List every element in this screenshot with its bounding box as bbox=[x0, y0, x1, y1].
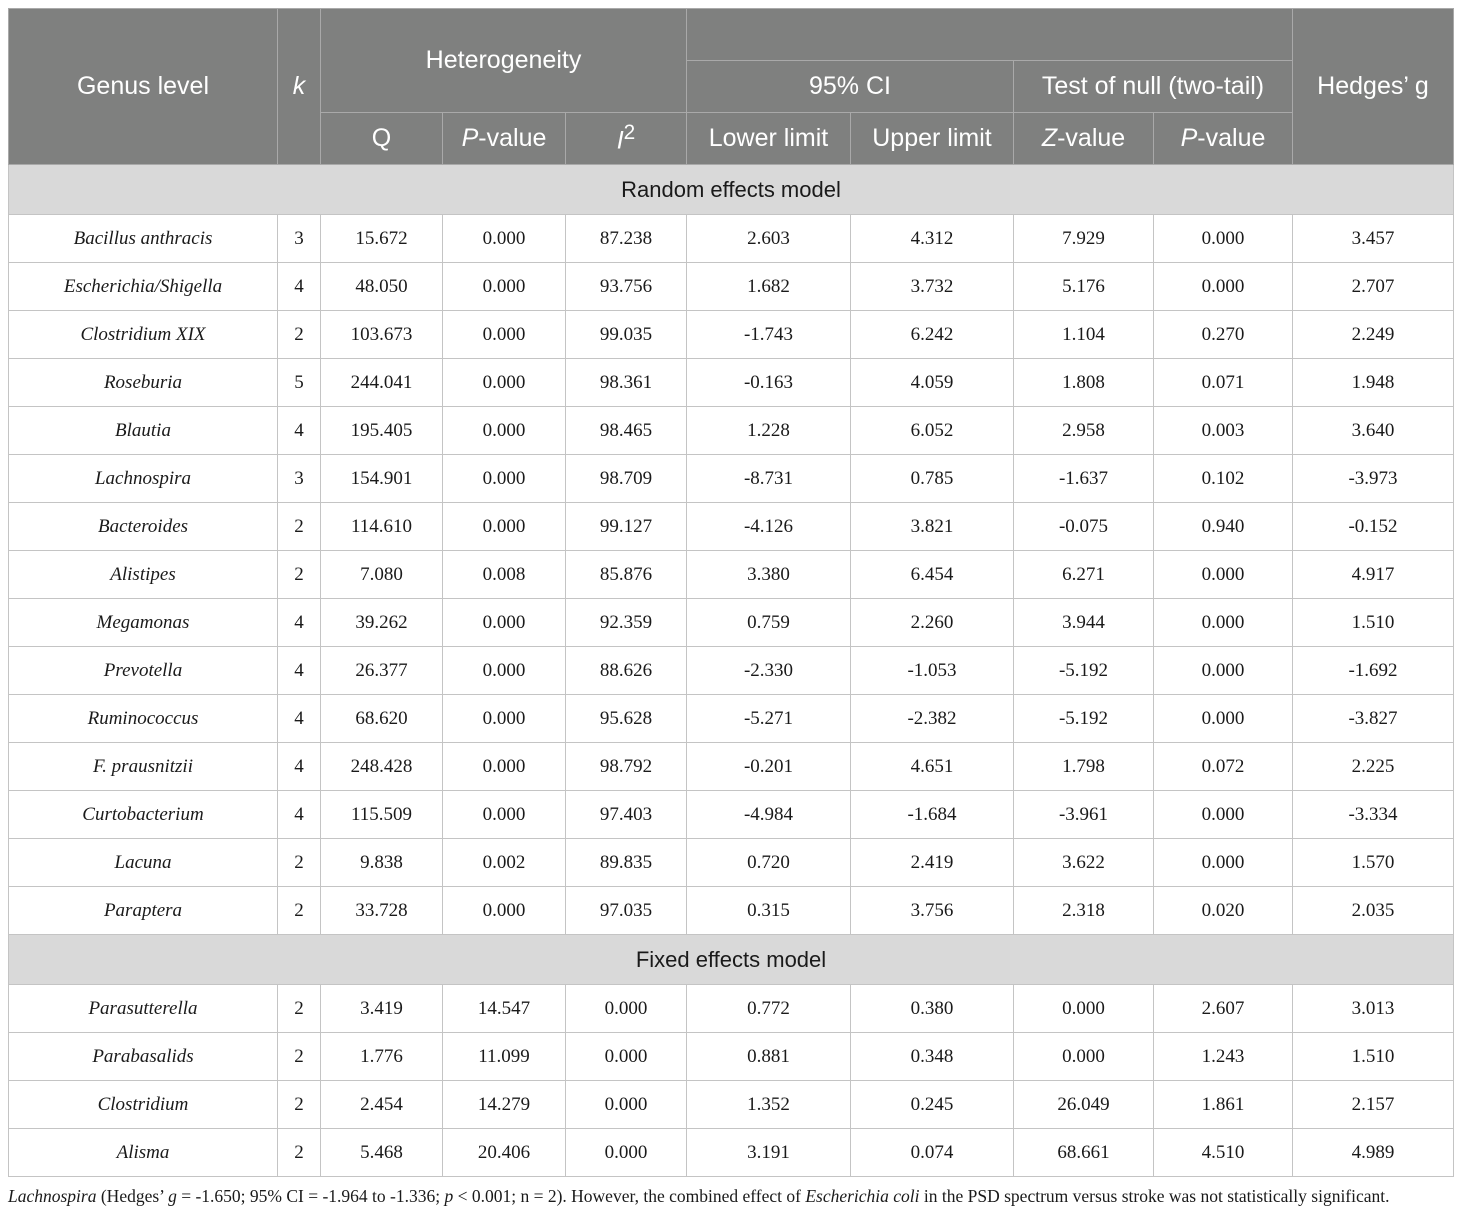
table-row bbox=[9, 647, 1454, 695]
upper-limit-cell: 6.052 bbox=[851, 407, 1014, 455]
genus-cell: Megamonas bbox=[9, 599, 278, 647]
upper-limit-cell: 2.260 bbox=[851, 599, 1014, 647]
i2-cell: 0.000 bbox=[566, 1129, 687, 1177]
z-value-cell: 1.808 bbox=[1014, 359, 1154, 407]
q-cell: 248.428 bbox=[321, 743, 443, 791]
hedges-g-cell: 3.640 bbox=[1293, 407, 1454, 455]
upper-limit-cell: 3.821 bbox=[851, 503, 1014, 551]
q-cell: 154.901 bbox=[321, 455, 443, 503]
hedges-g-cell: 2.035 bbox=[1293, 887, 1454, 935]
null-p-value-cell: 0.000 bbox=[1154, 215, 1293, 263]
lower-limit-cell: -1.743 bbox=[687, 311, 851, 359]
genus-cell: Clostridium XIX bbox=[9, 311, 278, 359]
hedges-g-cell: -0.152 bbox=[1293, 503, 1454, 551]
upper-limit-cell: 3.732 bbox=[851, 263, 1014, 311]
fixed-effects-section-row bbox=[9, 935, 1454, 985]
p-value-cell: 0.000 bbox=[443, 503, 566, 551]
table-row bbox=[9, 839, 1454, 887]
lower-limit-cell: 0.720 bbox=[687, 839, 851, 887]
table-footnote bbox=[8, 1186, 1453, 1207]
z-value-cell: 2.318 bbox=[1014, 887, 1154, 935]
null-p-value-cell: 0.072 bbox=[1154, 743, 1293, 791]
genus-cell: Parasutterella bbox=[9, 985, 278, 1033]
k-cell: 4 bbox=[278, 407, 321, 455]
upper-limit-cell: 4.312 bbox=[851, 215, 1014, 263]
upper-limit-cell: 0.785 bbox=[851, 455, 1014, 503]
footnote-text-3: < 0.001; n = 2). However, the combined effect of bbox=[453, 1186, 806, 1206]
k-cell: 2 bbox=[278, 1033, 321, 1081]
k-cell: 3 bbox=[278, 215, 321, 263]
i2-cell: 0.000 bbox=[566, 985, 687, 1033]
header-i2-letter: I bbox=[616, 126, 624, 155]
lower-limit-cell: 1.352 bbox=[687, 1081, 851, 1129]
k-cell: 2 bbox=[278, 551, 321, 599]
hedges-g-cell: 2.225 bbox=[1293, 743, 1454, 791]
lower-limit-cell: 0.772 bbox=[687, 985, 851, 1033]
table-row bbox=[9, 407, 1454, 455]
genus-cell: Roseburia bbox=[9, 359, 278, 407]
genus-cell: Lacuna bbox=[9, 839, 278, 887]
q-cell: 33.728 bbox=[321, 887, 443, 935]
q-cell: 244.041 bbox=[321, 359, 443, 407]
z-value-cell: 3.622 bbox=[1014, 839, 1154, 887]
z-value-cell: 7.929 bbox=[1014, 215, 1154, 263]
p-value-cell: 20.406 bbox=[443, 1129, 566, 1177]
p-value-cell: 0.000 bbox=[443, 743, 566, 791]
z-value-cell: 68.661 bbox=[1014, 1129, 1154, 1177]
k-cell: 2 bbox=[278, 839, 321, 887]
table-row bbox=[9, 887, 1454, 935]
p-value-cell: 0.008 bbox=[443, 551, 566, 599]
q-cell: 68.620 bbox=[321, 695, 443, 743]
null-p-value-cell: 0.000 bbox=[1154, 839, 1293, 887]
genus-cell: Paraptera bbox=[9, 887, 278, 935]
upper-limit-cell: 4.651 bbox=[851, 743, 1014, 791]
z-value-cell: 1.104 bbox=[1014, 311, 1154, 359]
footnote-lachnospira: Lachnospira bbox=[8, 1186, 97, 1206]
lower-limit-cell: 3.191 bbox=[687, 1129, 851, 1177]
z-value-cell: -1.637 bbox=[1014, 455, 1154, 503]
hedges-g-cell: 4.989 bbox=[1293, 1129, 1454, 1177]
header-p-value bbox=[443, 113, 566, 165]
genus-cell: Lachnospira bbox=[9, 455, 278, 503]
z-value-cell: 0.000 bbox=[1014, 1033, 1154, 1081]
table-row bbox=[9, 263, 1454, 311]
i2-cell: 0.000 bbox=[566, 1081, 687, 1129]
genus-cell: Bacillus anthracis bbox=[9, 215, 278, 263]
i2-cell: 99.127 bbox=[566, 503, 687, 551]
footnote-g: g bbox=[168, 1186, 177, 1206]
q-cell: 1.776 bbox=[321, 1033, 443, 1081]
upper-limit-cell: 6.242 bbox=[851, 311, 1014, 359]
k-cell: 2 bbox=[278, 1081, 321, 1129]
p-value-cell: 0.000 bbox=[443, 455, 566, 503]
z-value-cell: 6.271 bbox=[1014, 551, 1154, 599]
lower-limit-cell: -2.330 bbox=[687, 647, 851, 695]
header-z-value bbox=[1014, 113, 1154, 165]
upper-limit-cell: 6.454 bbox=[851, 551, 1014, 599]
results-table-container bbox=[8, 8, 1453, 1177]
table-row bbox=[9, 599, 1454, 647]
genus-cell: Escherichia/Shigella bbox=[9, 263, 278, 311]
p-value-cell: 0.000 bbox=[443, 407, 566, 455]
z-value-cell: 2.958 bbox=[1014, 407, 1154, 455]
k-cell: 2 bbox=[278, 1129, 321, 1177]
lower-limit-cell: 1.228 bbox=[687, 407, 851, 455]
i2-cell: 87.238 bbox=[566, 215, 687, 263]
table-row bbox=[9, 1081, 1454, 1129]
genus-cell: F. prausnitzii bbox=[9, 743, 278, 791]
null-p-value-cell: 0.000 bbox=[1154, 695, 1293, 743]
p-value-cell: 14.547 bbox=[443, 985, 566, 1033]
lower-limit-cell: -4.126 bbox=[687, 503, 851, 551]
genus-cell: Bacteroides bbox=[9, 503, 278, 551]
genus-cell: Curtobacterium bbox=[9, 791, 278, 839]
genus-cell: Alistipes bbox=[9, 551, 278, 599]
z-value-cell: -5.192 bbox=[1014, 647, 1154, 695]
header-heterogeneity: Heterogeneity bbox=[321, 9, 687, 113]
header-hedges-g: Hedges’ g bbox=[1293, 9, 1454, 165]
upper-limit-cell: 2.419 bbox=[851, 839, 1014, 887]
q-cell: 3.419 bbox=[321, 985, 443, 1033]
p-value-cell: 0.000 bbox=[443, 359, 566, 407]
k-cell: 4 bbox=[278, 791, 321, 839]
null-p-value-cell: 4.510 bbox=[1154, 1129, 1293, 1177]
table-row bbox=[9, 215, 1454, 263]
q-cell: 26.377 bbox=[321, 647, 443, 695]
z-value-cell: 5.176 bbox=[1014, 263, 1154, 311]
null-p-value-cell: 0.000 bbox=[1154, 599, 1293, 647]
lower-limit-cell: 3.380 bbox=[687, 551, 851, 599]
header-p2-suffix: -value bbox=[1197, 124, 1266, 152]
p-value-cell: 0.000 bbox=[443, 263, 566, 311]
header-p-suffix: -value bbox=[478, 124, 547, 152]
i2-cell: 98.465 bbox=[566, 407, 687, 455]
table-row bbox=[9, 791, 1454, 839]
table-row bbox=[9, 985, 1454, 1033]
table-row bbox=[9, 311, 1454, 359]
fixed-effects-label: Fixed effects model bbox=[9, 935, 1454, 985]
table-row bbox=[9, 695, 1454, 743]
hedges-g-cell: 4.917 bbox=[1293, 551, 1454, 599]
hedges-g-cell: 2.249 bbox=[1293, 311, 1454, 359]
upper-limit-cell: -1.053 bbox=[851, 647, 1014, 695]
header-i2 bbox=[566, 113, 687, 165]
p-value-cell: 14.279 bbox=[443, 1081, 566, 1129]
k-cell: 4 bbox=[278, 263, 321, 311]
hedges-g-cell: 3.457 bbox=[1293, 215, 1454, 263]
i2-cell: 99.035 bbox=[566, 311, 687, 359]
i2-cell: 93.756 bbox=[566, 263, 687, 311]
header-z-suffix: -value bbox=[1057, 124, 1126, 152]
genus-cell: Alisma bbox=[9, 1129, 278, 1177]
null-p-value-cell: 0.020 bbox=[1154, 887, 1293, 935]
q-cell: 115.509 bbox=[321, 791, 443, 839]
table-row bbox=[9, 503, 1454, 551]
lower-limit-cell: -8.731 bbox=[687, 455, 851, 503]
table-header bbox=[9, 9, 1454, 165]
null-p-value-cell: 0.071 bbox=[1154, 359, 1293, 407]
hedges-g-cell: 1.570 bbox=[1293, 839, 1454, 887]
header-upper-limit: Upper limit bbox=[851, 113, 1014, 165]
p-value-cell: 0.000 bbox=[443, 887, 566, 935]
table-row bbox=[9, 1033, 1454, 1081]
hedges-g-cell: -3.334 bbox=[1293, 791, 1454, 839]
p-value-cell: 0.000 bbox=[443, 311, 566, 359]
header-test-of-null: Test of null (two-tail) bbox=[1014, 61, 1293, 113]
z-value-cell: 3.944 bbox=[1014, 599, 1154, 647]
k-cell: 2 bbox=[278, 311, 321, 359]
random-effects-label: Random effects model bbox=[9, 165, 1454, 215]
p-value-cell: 0.000 bbox=[443, 215, 566, 263]
null-p-value-cell: 0.000 bbox=[1154, 647, 1293, 695]
hedges-g-cell: 1.510 bbox=[1293, 1033, 1454, 1081]
hedges-g-cell: -3.973 bbox=[1293, 455, 1454, 503]
hedges-g-cell: -1.692 bbox=[1293, 647, 1454, 695]
upper-limit-cell: -1.684 bbox=[851, 791, 1014, 839]
upper-limit-cell: 0.380 bbox=[851, 985, 1014, 1033]
q-cell: 2.454 bbox=[321, 1081, 443, 1129]
z-value-cell: 26.049 bbox=[1014, 1081, 1154, 1129]
z-value-cell: -3.961 bbox=[1014, 791, 1154, 839]
p-value-cell: 0.000 bbox=[443, 695, 566, 743]
header-z-italic: Z bbox=[1041, 124, 1058, 152]
k-cell: 3 bbox=[278, 455, 321, 503]
upper-limit-cell: 3.756 bbox=[851, 887, 1014, 935]
q-cell: 15.672 bbox=[321, 215, 443, 263]
table-row bbox=[9, 455, 1454, 503]
q-cell: 103.673 bbox=[321, 311, 443, 359]
p-value-cell: 0.000 bbox=[443, 791, 566, 839]
z-value-cell: 1.798 bbox=[1014, 743, 1154, 791]
z-value-cell: -5.192 bbox=[1014, 695, 1154, 743]
i2-cell: 95.628 bbox=[566, 695, 687, 743]
lower-limit-cell: -0.201 bbox=[687, 743, 851, 791]
table-body bbox=[9, 165, 1454, 1177]
genus-cell: Prevotella bbox=[9, 647, 278, 695]
null-p-value-cell: 0.000 bbox=[1154, 791, 1293, 839]
k-cell: 4 bbox=[278, 695, 321, 743]
k-cell: 2 bbox=[278, 503, 321, 551]
i2-cell: 98.709 bbox=[566, 455, 687, 503]
hedges-g-cell: 2.157 bbox=[1293, 1081, 1454, 1129]
i2-cell: 88.626 bbox=[566, 647, 687, 695]
header-q: Q bbox=[321, 113, 443, 165]
k-cell: 2 bbox=[278, 887, 321, 935]
z-value-cell: 0.000 bbox=[1014, 985, 1154, 1033]
null-p-value-cell: 1.243 bbox=[1154, 1033, 1293, 1081]
upper-limit-cell: 4.059 bbox=[851, 359, 1014, 407]
k-cell: 4 bbox=[278, 599, 321, 647]
i2-cell: 97.403 bbox=[566, 791, 687, 839]
k-cell: 5 bbox=[278, 359, 321, 407]
lower-limit-cell: 1.682 bbox=[687, 263, 851, 311]
i2-cell: 98.361 bbox=[566, 359, 687, 407]
i2-cell: 98.792 bbox=[566, 743, 687, 791]
q-cell: 39.262 bbox=[321, 599, 443, 647]
q-cell: 195.405 bbox=[321, 407, 443, 455]
hedges-g-cell: 1.510 bbox=[1293, 599, 1454, 647]
lower-limit-cell: 0.759 bbox=[687, 599, 851, 647]
footnote-text-4: in the PSD spectrum versus stroke was not statistically significant. bbox=[919, 1186, 1390, 1206]
header-blank-group bbox=[687, 9, 1293, 61]
p-value-cell: 0.000 bbox=[443, 647, 566, 695]
z-value-cell: -0.075 bbox=[1014, 503, 1154, 551]
header-lower-limit: Lower limit bbox=[687, 113, 851, 165]
header-p-italic: P bbox=[461, 124, 479, 152]
null-p-value-cell: 0.102 bbox=[1154, 455, 1293, 503]
k-cell: 4 bbox=[278, 647, 321, 695]
lower-limit-cell: -0.163 bbox=[687, 359, 851, 407]
hedges-g-cell: 3.013 bbox=[1293, 985, 1454, 1033]
null-p-value-cell: 0.270 bbox=[1154, 311, 1293, 359]
lower-limit-cell: -4.984 bbox=[687, 791, 851, 839]
meta-analysis-table bbox=[8, 8, 1454, 1177]
header-95-ci: 95% CI bbox=[687, 61, 1014, 113]
null-p-value-cell: 0.000 bbox=[1154, 263, 1293, 311]
upper-limit-cell: 0.245 bbox=[851, 1081, 1014, 1129]
p-value-cell: 11.099 bbox=[443, 1033, 566, 1081]
header-k: k bbox=[278, 9, 321, 165]
i2-cell: 89.835 bbox=[566, 839, 687, 887]
null-p-value-cell: 0.000 bbox=[1154, 551, 1293, 599]
i2-cell: 92.359 bbox=[566, 599, 687, 647]
upper-limit-cell: 0.348 bbox=[851, 1033, 1014, 1081]
lower-limit-cell: 0.881 bbox=[687, 1033, 851, 1081]
null-p-value-cell: 1.861 bbox=[1154, 1081, 1293, 1129]
i2-cell: 85.876 bbox=[566, 551, 687, 599]
footnote-text-1: (Hedges’ bbox=[96, 1186, 169, 1206]
lower-limit-cell: 2.603 bbox=[687, 215, 851, 263]
q-cell: 9.838 bbox=[321, 839, 443, 887]
p-value-cell: 0.002 bbox=[443, 839, 566, 887]
lower-limit-cell: 0.315 bbox=[687, 887, 851, 935]
table-row bbox=[9, 551, 1454, 599]
header-genus-level: Genus level bbox=[9, 9, 278, 165]
hedges-g-cell: -3.827 bbox=[1293, 695, 1454, 743]
q-cell: 114.610 bbox=[321, 503, 443, 551]
k-cell: 4 bbox=[278, 743, 321, 791]
null-p-value-cell: 0.940 bbox=[1154, 503, 1293, 551]
footnote-ecoli: Escherichia coli bbox=[805, 1186, 920, 1206]
null-p-value-cell: 2.607 bbox=[1154, 985, 1293, 1033]
genus-cell: Ruminococcus bbox=[9, 695, 278, 743]
k-cell: 2 bbox=[278, 985, 321, 1033]
table-row bbox=[9, 1129, 1454, 1177]
footnote-p: p bbox=[444, 1186, 454, 1206]
q-cell: 7.080 bbox=[321, 551, 443, 599]
upper-limit-cell: -2.382 bbox=[851, 695, 1014, 743]
header-p2-italic: P bbox=[1180, 124, 1198, 152]
genus-cell: Clostridium bbox=[9, 1081, 278, 1129]
upper-limit-cell: 0.074 bbox=[851, 1129, 1014, 1177]
null-p-value-cell: 0.003 bbox=[1154, 407, 1293, 455]
q-cell: 5.468 bbox=[321, 1129, 443, 1177]
header-p-value-null bbox=[1154, 113, 1293, 165]
lower-limit-cell: -5.271 bbox=[687, 695, 851, 743]
genus-cell: Blautia bbox=[9, 407, 278, 455]
hedges-g-cell: 1.948 bbox=[1293, 359, 1454, 407]
footnote-text-2: = -1.650; 95% CI = -1.964 to -1.336; bbox=[176, 1186, 445, 1206]
hedges-g-cell: 2.707 bbox=[1293, 263, 1454, 311]
genus-cell: Parabasalids bbox=[9, 1033, 278, 1081]
header-i2-superscript: 2 bbox=[623, 121, 636, 145]
table-row bbox=[9, 359, 1454, 407]
p-value-cell: 0.000 bbox=[443, 599, 566, 647]
i2-cell: 97.035 bbox=[566, 887, 687, 935]
random-effects-section-row bbox=[9, 165, 1454, 215]
q-cell: 48.050 bbox=[321, 263, 443, 311]
table-row bbox=[9, 743, 1454, 791]
i2-cell: 0.000 bbox=[566, 1033, 687, 1081]
